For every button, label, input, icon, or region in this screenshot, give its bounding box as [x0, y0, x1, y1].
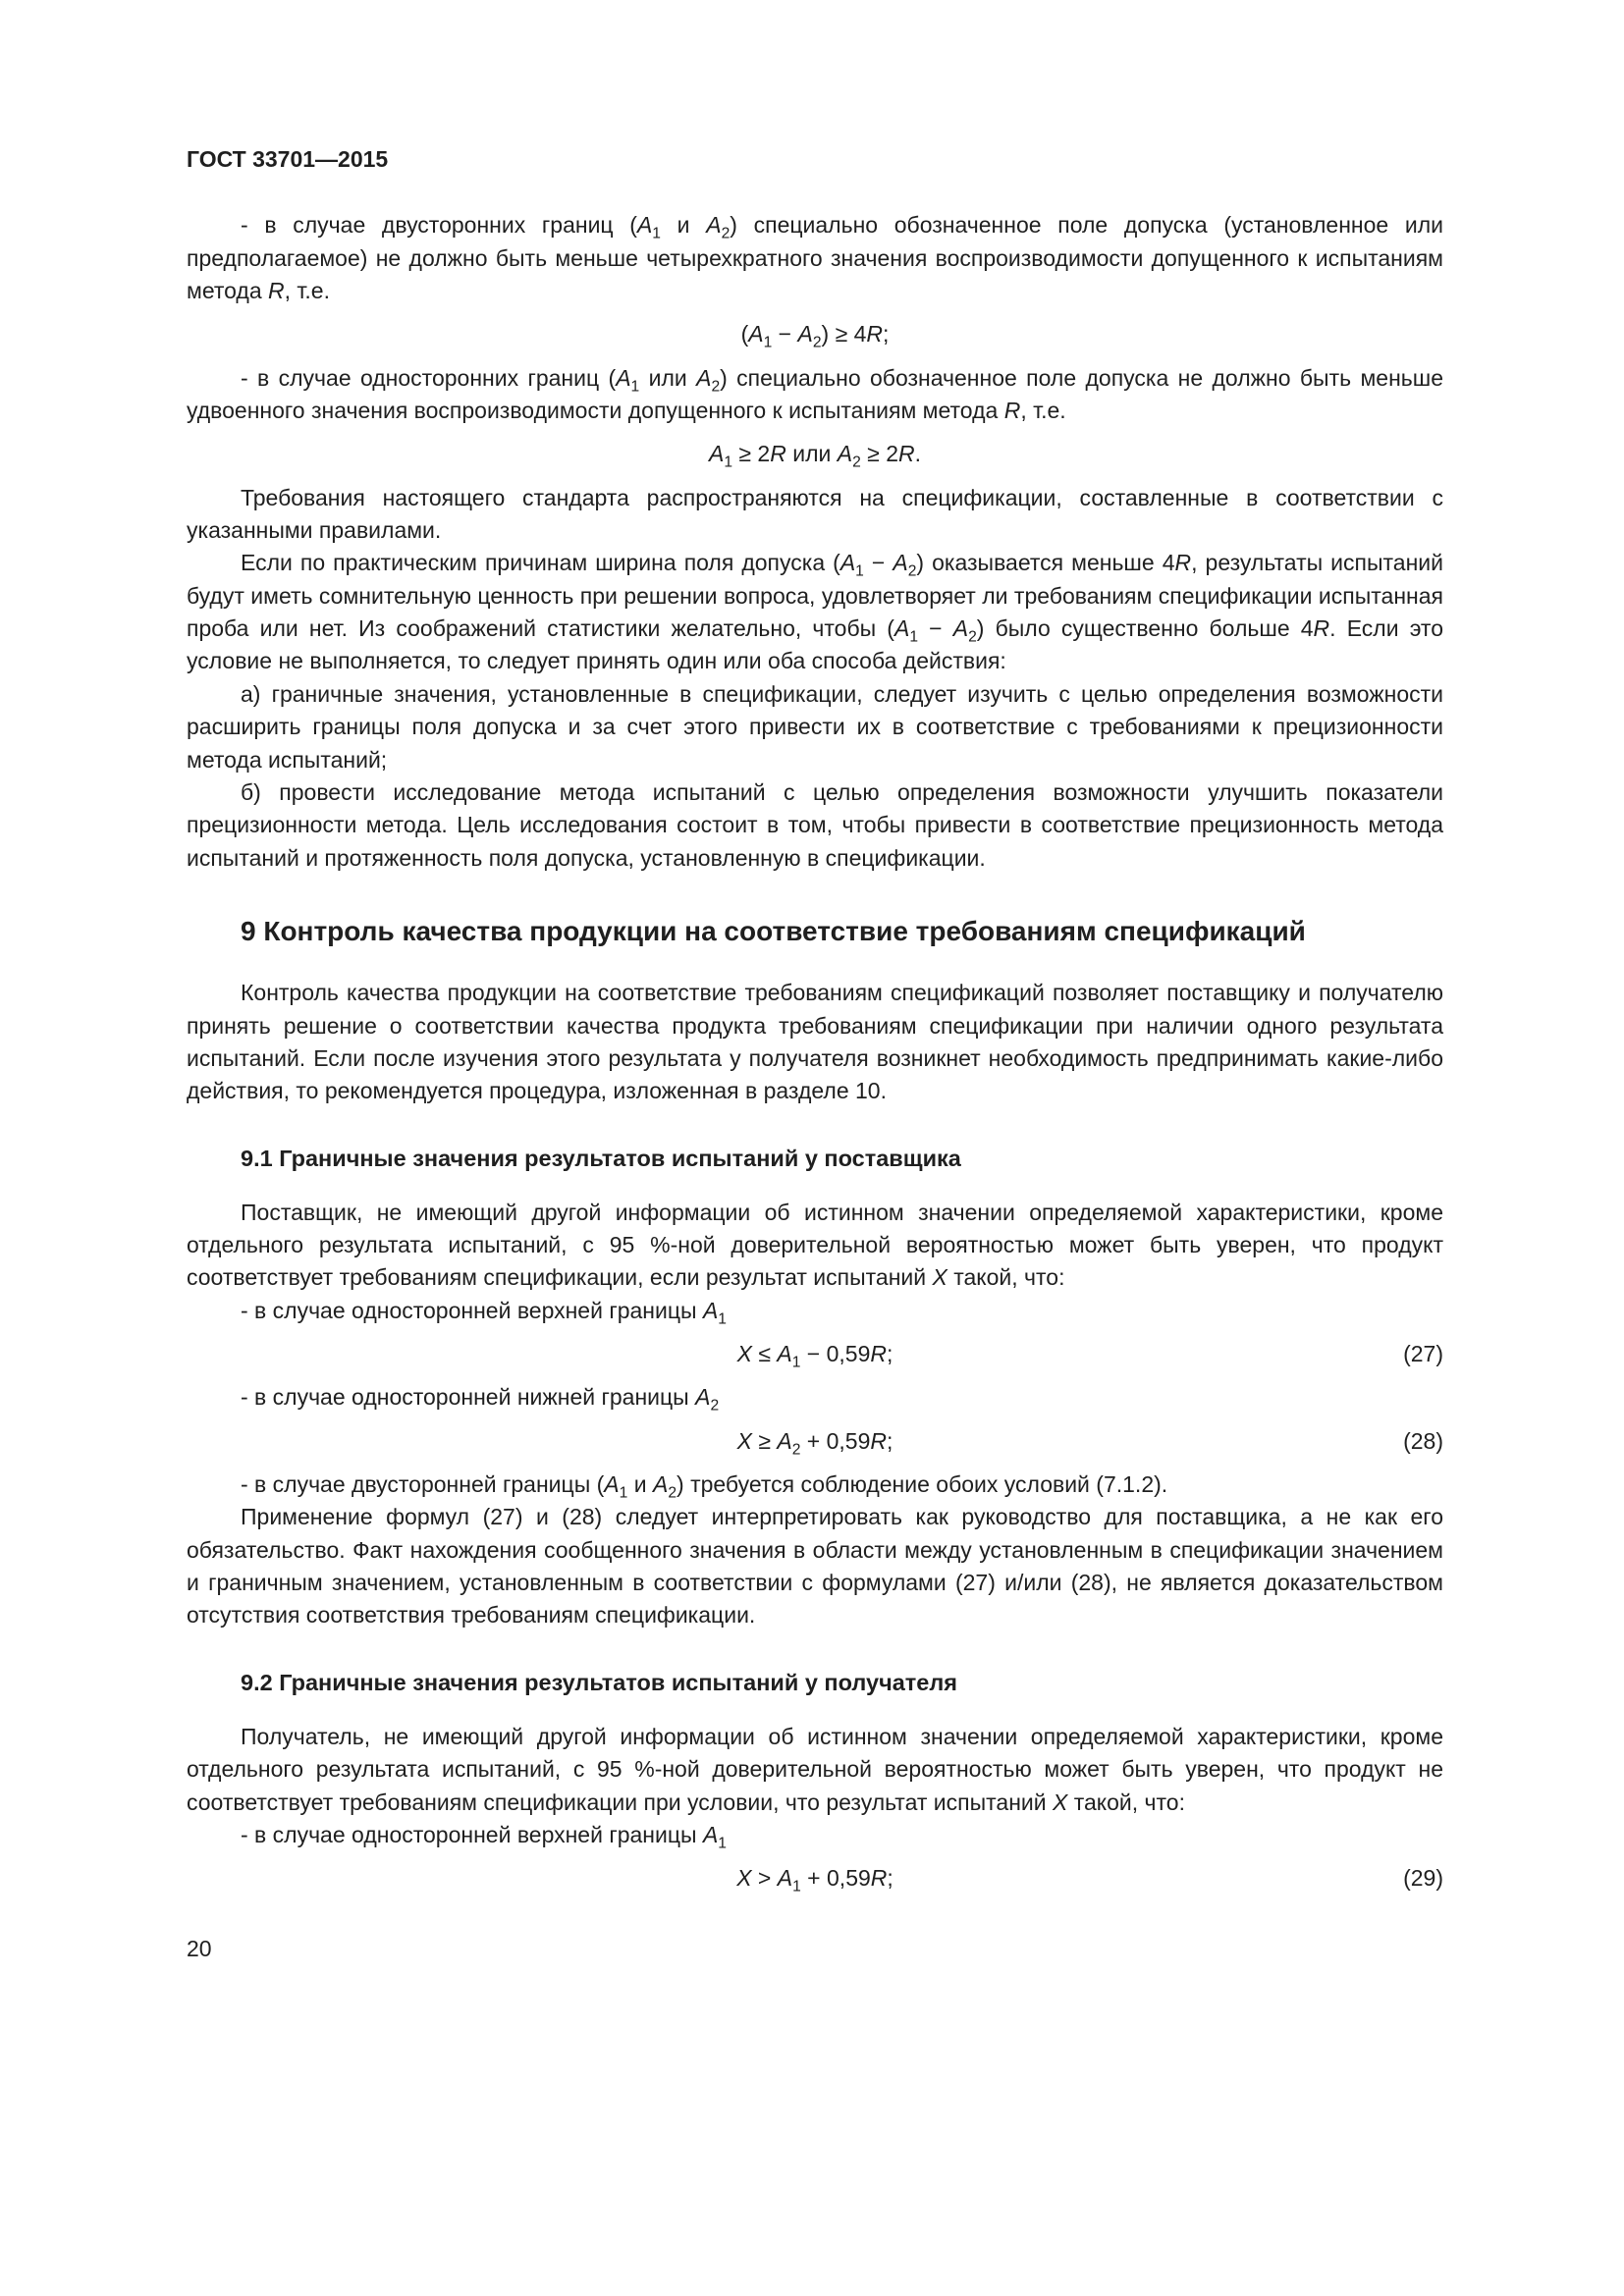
paragraph: - в случае односторонней верхней границы $A_1$ — [241, 1821, 727, 1852]
formula — [187, 1338, 1443, 1370]
paragraph: а) граничные значения, установленные в спецификации, следует изучить с целью определения возможности расширить границы поля допуска и за счет этого привести их в соответствие с требованиями к прецизионности метода испытаний; — [187, 680, 1443, 773]
paragraph: - в случае двусторонних границ ($A_1$ и $A_2$) специально обозначенное поле допуска (установленное или предполагаемое) не должно быть меньше четырехкратного значения воспроизводимости допущенного к испытаниям метода R, т.е. — [187, 212, 1443, 304]
subsection-heading: 9.2 Граничные значения результатов испытаний у получателя — [241, 1669, 958, 1695]
paragraph: - в случае односторонней верхней границы $A_1$ — [241, 1297, 727, 1328]
formula-text: $X \ge A_2 + 0,59R$; — [736, 1427, 893, 1459]
paragraph: Требования настоящего стандарта распространяются на спецификации, составленные в соответствии с указанными правилами. — [187, 484, 1443, 544]
formula-number: (27) — [1403, 1341, 1443, 1367]
document-header: ГОСТ 33701—2015 — [187, 146, 389, 172]
formula — [187, 318, 1443, 350]
paragraph: Поставщик, не имеющий другой информации об истинном значении определяемой характеристики, кроме отдельного результата испытаний, с 95 %-ной доверительной вероятностью может быть уверен, что продукт соответствует требованиям спецификации, если результат испытаний X такой, что: — [187, 1199, 1443, 1291]
document-content — [187, 209, 1443, 1895]
paragraph: Применение формул (27) и (28) следует интерпретировать как руководство для поставщика, а не как его обязательство. Факт нахождения сообщенного значения в области между установленным в спецификации значением и граничным значением, установленным в соответствии с формулами (27) и/или (28), не является доказательством отсутствия соответствия требованиям спецификации. — [187, 1504, 1443, 1629]
formula-text: $A_1 \ge 2R$ или $A_2 \ge 2R$. — [708, 441, 922, 471]
paragraph: - в случае двусторонней границы ($A_1$ и $A_2$) требуется соблюдение обоих условий (7.1.2). — [241, 1471, 1168, 1502]
formula-number: (29) — [1403, 1865, 1443, 1892]
formula — [187, 1862, 1443, 1895]
subsection-heading: 9.1 Граничные значения результатов испытаний у поставщика — [241, 1145, 961, 1171]
formula-text: $X > A_1 + 0,59R$; — [736, 1865, 893, 1896]
formula — [187, 438, 1443, 470]
section-heading: 9 Контроль качества продукции на соответствие требованиям спецификаций — [241, 915, 1306, 946]
paragraph: Если по практическим причинам ширина поля допуска $(A_1 - A_2)$ оказывается меньше 4R, результаты испытаний будут иметь сомнительную ценность при решении вопроса, удовлетворяет ли требованиям спецификации испытанная проба или нет. Из соображений статистики желательно, чтобы $(A_1 - A_2)$ было существенно больше 4R. Если это условие не выполняется, то следует принять один или оба способа действия: — [187, 550, 1443, 674]
formula-text: $(A_1 - A_2) \ge 4R$; — [740, 321, 890, 351]
paragraph: Получатель, не имеющий другой информации об истинном значении определяемой характеристики, кроме отдельного результата испытаний, с 95 %-ной доверительной вероятностью может быть уверен, что продукт не соответствует требованиям спецификации при условии, что результат испытаний X такой, что: — [187, 1723, 1443, 1815]
formula — [187, 1425, 1443, 1458]
formula-text: $X \le A_1 - 0,59R$; — [736, 1341, 893, 1371]
paragraph: - в случае односторонних границ ($A_1$ или $A_2$) специально обозначенное поле допуска не должно быть меньше удвоенного значения воспроизводимости допущенного к испытаниям метода R, т.е. — [187, 364, 1443, 424]
paragraph: Контроль качества продукции на соответствие требованиям спецификаций позволяет поставщику и получателю принять решение о соответствии качества продукта требованиям спецификации при наличии одного результата испытаний. Если после изучения этого результата у получателя возникнет необходимость предпринимать какие-либо действия, то рекомендуется процедура, изложенная в разделе 10. — [187, 980, 1443, 1104]
page-number: 20 — [187, 1935, 212, 1961]
paragraph: б) провести исследование метода испытаний с целью определения возможности улучшить показатели прецизионности метода. Цель исследования состоит в том, чтобы привести в соответствие прецизионность метода испытаний и протяженность поля допуска, установленную в спецификации. — [187, 778, 1443, 871]
paragraph: - в случае односторонней нижней границы $A_2$ — [241, 1384, 720, 1415]
formula-number: (28) — [1403, 1427, 1443, 1454]
